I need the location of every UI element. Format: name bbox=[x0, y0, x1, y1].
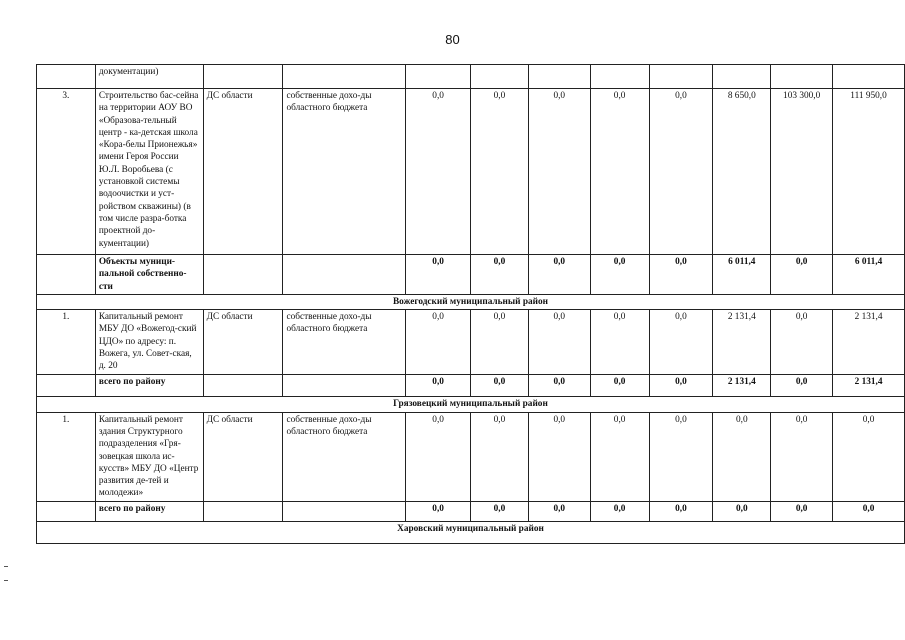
table-row-gryazovets-total bbox=[37, 501, 905, 521]
value-cell: 0,0 bbox=[471, 374, 529, 396]
value-cell: 0,0 bbox=[590, 89, 649, 255]
scan-mark bbox=[4, 566, 8, 567]
district-title: Грязовецкий муниципальный район bbox=[37, 396, 905, 412]
value-cell: 8 650,0 bbox=[713, 89, 771, 255]
value-cell: 0,0 bbox=[406, 501, 471, 521]
value-cell: 0,0 bbox=[771, 310, 833, 374]
value-cell: 2 131,4 bbox=[833, 374, 905, 396]
table-row-item-3 bbox=[37, 89, 905, 255]
value-cell: 0,0 bbox=[649, 255, 713, 295]
district-header-row bbox=[37, 521, 905, 543]
page-number: 80 bbox=[445, 32, 460, 47]
district-header-row bbox=[37, 396, 905, 412]
scan-mark bbox=[4, 580, 8, 581]
value-cell: 0,0 bbox=[713, 412, 771, 501]
table-row-vozhega-item-1 bbox=[37, 310, 905, 374]
value-cell: 0,0 bbox=[771, 374, 833, 396]
row-source: ДС области bbox=[203, 310, 283, 374]
row-number: 1. bbox=[37, 412, 96, 501]
value-cell: 2 131,4 bbox=[713, 310, 771, 374]
value-cell: 0,0 bbox=[406, 89, 471, 255]
row-source: ДС области bbox=[203, 89, 283, 255]
value-cell: 0,0 bbox=[649, 501, 713, 521]
value-cell: 0,0 bbox=[406, 310, 471, 374]
value-cell: 0,0 bbox=[649, 374, 713, 396]
value-cell: 0,0 bbox=[590, 255, 649, 295]
value-cell: 0,0 bbox=[528, 374, 590, 396]
value-cell: 0,0 bbox=[528, 501, 590, 521]
row-number: 1. bbox=[37, 310, 96, 374]
value-cell: 0,0 bbox=[771, 255, 833, 295]
value-cell: 0,0 bbox=[471, 412, 529, 501]
row-name: Капитальный ремонт МБУ ДО «Вожегод-ский ЦДО» по адресу: п. Вожега, ул. Совет-ская, д. 20 bbox=[95, 310, 203, 374]
value-cell: 2 131,4 bbox=[713, 374, 771, 396]
value-cell: 0,0 bbox=[713, 501, 771, 521]
funding-table bbox=[36, 64, 905, 544]
district-header-row bbox=[37, 294, 905, 309]
value-cell: 0,0 bbox=[471, 501, 529, 521]
value-cell: 0,0 bbox=[771, 501, 833, 521]
row-source: ДС области bbox=[203, 412, 283, 501]
value-cell: 6 011,4 bbox=[713, 255, 771, 295]
value-cell: 2 131,4 bbox=[833, 310, 905, 374]
value-cell: 0,0 bbox=[590, 310, 649, 374]
value-cell: 0,0 bbox=[528, 255, 590, 295]
value-cell: 0,0 bbox=[406, 374, 471, 396]
value-cell: 0,0 bbox=[528, 89, 590, 255]
value-cell: 0,0 bbox=[528, 412, 590, 501]
row-name: Капитальный ремонт здания Структурного подразделения «Гря-зовецкая школа ис-кусств» МБУ ДО «Центр развития де-тей и молодежи» bbox=[95, 412, 203, 501]
value-cell: 0,0 bbox=[471, 89, 529, 255]
row-name: всего по району bbox=[95, 374, 203, 396]
row-number: 3. bbox=[37, 89, 96, 255]
row-name: Строительство бас-сейна на территории АОУ ВО «Образова-тельный центр - ка-детская школа «Кора-белы Прионежья» имени Героя России Ю.Л. Воробьева (с установкой системы водоочистки и уст-ройством скважины) (в том числе разра-ботка проектной до-кументации) bbox=[95, 89, 203, 255]
value-cell: 0,0 bbox=[406, 412, 471, 501]
row-funding: собственные дохо-ды областного бюджета bbox=[283, 412, 406, 501]
value-cell: 0,0 bbox=[833, 412, 905, 501]
value-cell: 0,0 bbox=[649, 89, 713, 255]
table-row-gryazovets-item-1 bbox=[37, 412, 905, 501]
value-cell: 0,0 bbox=[528, 310, 590, 374]
row-name: документации) bbox=[95, 65, 203, 89]
value-cell: 0,0 bbox=[471, 255, 529, 295]
value-cell: 103 300,0 bbox=[771, 89, 833, 255]
value-cell: 0,0 bbox=[649, 412, 713, 501]
row-name: Объекты муници-пальной собственно-сти bbox=[95, 255, 203, 295]
row-name: всего по району bbox=[95, 501, 203, 521]
table-row-municipal-total bbox=[37, 255, 905, 295]
row-funding: собственные дохо-ды областного бюджета bbox=[283, 89, 406, 255]
value-cell: 0,0 bbox=[471, 310, 529, 374]
value-cell: 0,0 bbox=[590, 374, 649, 396]
row-funding: собственные дохо-ды областного бюджета bbox=[283, 310, 406, 374]
value-cell: 0,0 bbox=[590, 412, 649, 501]
value-cell: 111 950,0 bbox=[833, 89, 905, 255]
value-cell: 0,0 bbox=[590, 501, 649, 521]
value-cell: 6 011,4 bbox=[833, 255, 905, 295]
table-row-continuation bbox=[37, 65, 905, 89]
value-cell: 0,0 bbox=[649, 310, 713, 374]
district-title: Вожегодский муниципальный район bbox=[37, 294, 905, 309]
value-cell: 0,0 bbox=[833, 501, 905, 521]
table-row-vozhega-total bbox=[37, 374, 905, 396]
value-cell: 0,0 bbox=[406, 255, 471, 295]
district-title: Харовский муниципальный район bbox=[37, 521, 905, 543]
value-cell: 0,0 bbox=[771, 412, 833, 501]
